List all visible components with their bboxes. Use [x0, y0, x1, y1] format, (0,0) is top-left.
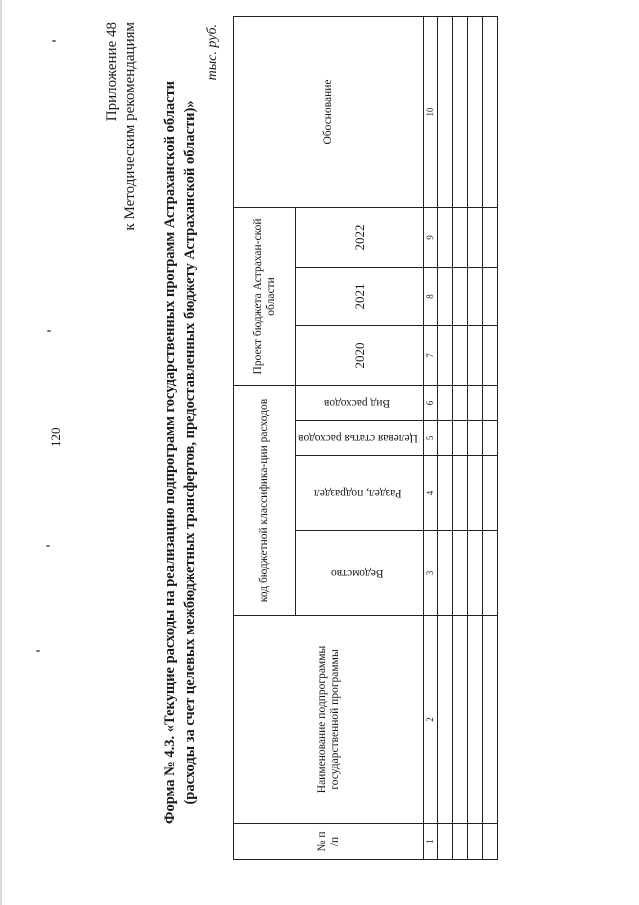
- table-cell[interactable]: [468, 207, 483, 267]
- column-number-cell: 2: [424, 616, 438, 824]
- table-cell[interactable]: [468, 456, 483, 531]
- table-cell[interactable]: [468, 824, 483, 860]
- header-justification: Обоснование: [234, 16, 424, 207]
- table-cell[interactable]: [468, 421, 483, 456]
- header-number: № п /п: [234, 824, 424, 860]
- column-number-cell: 6: [424, 386, 438, 421]
- column-number-cell: 1: [424, 824, 438, 860]
- table-cell[interactable]: [483, 531, 498, 616]
- table-cell[interactable]: [483, 616, 498, 824]
- table-cell[interactable]: [453, 326, 468, 386]
- column-number-cell: 3: [424, 531, 438, 616]
- page-number: 120: [48, 427, 63, 447]
- table-body: [424, 16, 498, 859]
- table-cell[interactable]: [438, 531, 453, 616]
- expenses-form-table: [233, 16, 498, 860]
- scan-speck: [46, 545, 50, 547]
- column-number-cell: 4: [424, 456, 438, 531]
- scan-speck: [36, 650, 40, 652]
- unit-label: тыс. руб.: [205, 24, 220, 81]
- header-expense-type: Вид расходов: [296, 386, 424, 421]
- table-cell[interactable]: [453, 531, 468, 616]
- table-row: [453, 16, 468, 859]
- table-cell[interactable]: [483, 268, 498, 326]
- table-cell[interactable]: [438, 421, 453, 456]
- table-cell[interactable]: [468, 268, 483, 326]
- table-cell[interactable]: [483, 16, 498, 207]
- header-department: Ведомство: [296, 531, 424, 616]
- header-bcc-group: код бюджетной классифика-ции расходов: [234, 386, 296, 616]
- table-cell[interactable]: [438, 268, 453, 326]
- form-title-line-1: Форма № 4.3. «Текущие расходы на реализацию подпрограмм государственных программ Астраханской области: [162, 80, 178, 825]
- table-cell[interactable]: [453, 616, 468, 824]
- form-title: [160, 20, 200, 885]
- header-target-item: Целевая статья расходов: [296, 421, 424, 456]
- column-number-cell: 10: [424, 16, 438, 207]
- header-budget-project: Проект бюджета Астрахан-ской области: [234, 207, 296, 385]
- table-cell[interactable]: [483, 421, 498, 456]
- table-cell[interactable]: [483, 326, 498, 386]
- scan-speck: [52, 40, 56, 42]
- table-cell[interactable]: [483, 824, 498, 860]
- column-number-cell: 5: [424, 421, 438, 456]
- table-cell[interactable]: [453, 207, 468, 267]
- table-cell[interactable]: [468, 16, 483, 207]
- table-row: [468, 16, 483, 859]
- table-cell[interactable]: [468, 386, 483, 421]
- table-cell[interactable]: [438, 456, 453, 531]
- table-cell[interactable]: [453, 16, 468, 207]
- table-cell[interactable]: [483, 456, 498, 531]
- table-row: [483, 16, 498, 859]
- appendix-header: [103, 22, 139, 231]
- header-year-2021: 2021: [296, 268, 424, 326]
- table-cell[interactable]: [453, 421, 468, 456]
- table-cell[interactable]: [453, 386, 468, 421]
- appendix-line-2: к Методическим рекомендациям: [122, 22, 138, 231]
- column-number-cell: 8: [424, 268, 438, 326]
- table-cell[interactable]: [438, 326, 453, 386]
- table-cell[interactable]: [438, 386, 453, 421]
- table-cell[interactable]: [453, 456, 468, 531]
- table-cell[interactable]: [438, 16, 453, 207]
- scan-speck: [47, 330, 51, 332]
- table-cell[interactable]: [453, 824, 468, 860]
- table-cell[interactable]: [483, 386, 498, 421]
- table-cell[interactable]: [483, 207, 498, 267]
- column-number-cell: 7: [424, 326, 438, 386]
- table-cell[interactable]: [438, 824, 453, 860]
- table-cell[interactable]: [438, 207, 453, 267]
- header-section: Раздел, подраздел: [296, 456, 424, 531]
- table-row: [438, 16, 453, 859]
- header-year-2020: 2020: [296, 326, 424, 386]
- table-cell[interactable]: [438, 616, 453, 824]
- header-year-2022: 2022: [296, 207, 424, 267]
- table-cell[interactable]: [468, 531, 483, 616]
- table-cell[interactable]: [453, 268, 468, 326]
- appendix-line-1: Приложение 48: [104, 22, 120, 122]
- form-title-line-2: (расходы за счет целевых межбюджетных трансфертов, предоставленных бюджету Астраханской области)»: [182, 100, 198, 805]
- table-cell[interactable]: [468, 326, 483, 386]
- table-cell[interactable]: [468, 616, 483, 824]
- column-number-cell: 9: [424, 207, 438, 267]
- column-number-row: [424, 16, 438, 859]
- header-subprogram-name: Наименование подпрограммы государственной программы: [234, 616, 424, 824]
